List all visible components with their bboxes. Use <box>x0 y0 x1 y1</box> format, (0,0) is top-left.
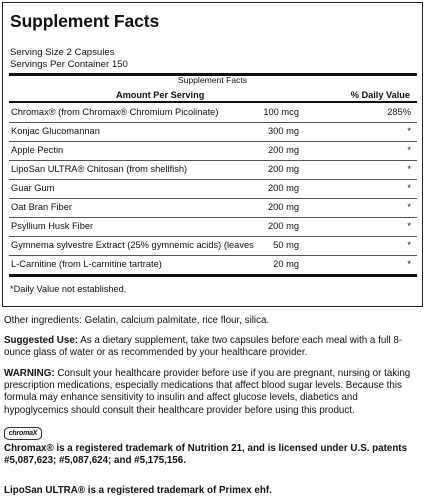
nutrient-name: Psyllium Husk Fiber <box>11 221 94 231</box>
nutrient-name: Oat Bran Fiber <box>11 202 72 212</box>
nutrient-dv: * <box>407 164 411 174</box>
table-row <box>9 104 417 123</box>
nutrient-dv: * <box>407 145 411 155</box>
nutrient-amount: 50 mg <box>273 240 299 250</box>
panel-title: Supplement Facts <box>10 11 160 31</box>
dv-footnote: *Daily Value not established. <box>10 284 127 294</box>
chromax-logo: chromaX <box>4 427 42 440</box>
nutrient-name: LipoSan ULTRA® Chitosan (from shellfish) <box>11 164 188 174</box>
nutrient-amount: 200 mg <box>267 202 299 212</box>
table-row <box>9 199 417 218</box>
liposan-trademark: LipoSan ULTRA® is a registered trademark of Primex ehf. <box>4 485 272 496</box>
table-row <box>9 180 417 199</box>
nutrient-name: Konjac Glucomannan <box>11 126 100 136</box>
nutrient-dv: * <box>407 240 411 250</box>
nutrient-name: Guar Gum <box>11 183 55 193</box>
nutrient-name: Gymnema sylvestre Extract (25% gymnemic acids) (leaves <box>11 240 254 250</box>
warning <box>4 368 424 417</box>
other-ingredients: Other ingredients: Gelatin, calcium palmitate, rice flour, silica. <box>4 315 270 326</box>
nutrient-amount: 300 mg <box>267 126 299 136</box>
suggested-use <box>4 335 424 359</box>
table-row <box>9 161 417 180</box>
serving-info <box>10 47 128 71</box>
nutrient-table <box>9 104 417 277</box>
servings-per-container: Servings Per Container 150 <box>10 59 128 70</box>
nutrient-dv: * <box>407 202 411 212</box>
table-row <box>9 256 417 277</box>
header-rule <box>9 101 417 103</box>
nutrient-dv: 285% <box>387 107 411 117</box>
nutrient-amount: 200 mg <box>267 221 299 231</box>
nutrient-amount: 100 mcg <box>263 107 299 117</box>
nutrient-name: L-Carnitine (from L-carnitine tartrate) <box>11 259 162 269</box>
nutrient-dv: * <box>407 126 411 136</box>
warning-text: Consult your healthcare provider before use if you are pregnant, nursing or taking prescription medications, especially medications that affect blood sugar levels. Because this formula may enhance sensitivity to insulin and affect glucose levels, diabetics and hypoglycemics should consult their healthcare provider before using this product. <box>4 368 411 416</box>
nutrient-name: Apple Pectin <box>11 145 64 155</box>
nutrient-amount: 200 mg <box>267 145 299 155</box>
nutrient-name: Chromax® (from Chromax® Chromium Picolinate) <box>11 107 219 117</box>
table-row <box>9 218 417 237</box>
supplement-facts-panel <box>2 2 423 307</box>
warning-label: WARNING: <box>4 368 55 379</box>
table-caption: Supplement Facts <box>177 75 248 85</box>
nutrient-dv: * <box>407 259 411 269</box>
nutrient-dv: * <box>407 183 411 193</box>
column-header-amount: Amount Per Serving <box>116 90 205 100</box>
table-row <box>9 237 417 256</box>
nutrient-amount: 200 mg <box>267 164 299 174</box>
nutrient-dv: * <box>407 221 411 231</box>
column-header-dv: % Daily Value <box>350 90 410 100</box>
nutrient-amount: 200 mg <box>267 183 299 193</box>
table-row <box>9 123 417 142</box>
chromax-trademark: Chromax® is a registered trademark of Nutrition 21, and is licensed under U.S. patents #5,087,623; #5,087,624; and #5,175,156. <box>4 443 408 467</box>
table-row <box>9 142 417 161</box>
suggested-use-label: Suggested Use: <box>4 335 79 346</box>
nutrient-amount: 20 mg <box>273 259 299 269</box>
serving-size: Serving Size 2 Capsules <box>10 47 115 58</box>
suggested-use-text: As a dietary supplement, take two capsules before each meal with a full 8-ounce glass of water or as recommended by your healthcare provider. <box>4 335 403 359</box>
